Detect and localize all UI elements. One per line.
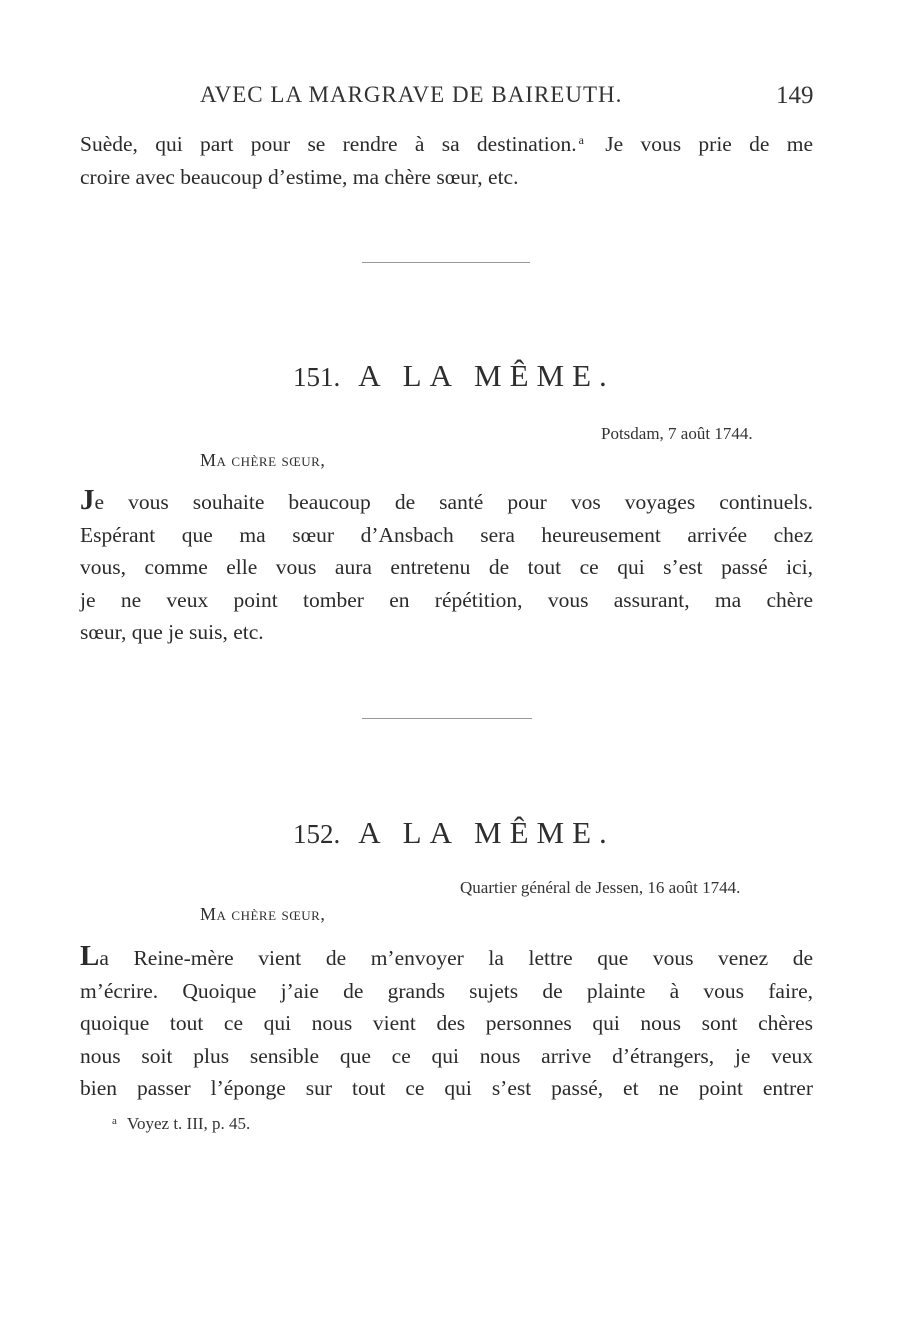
letter-body (80, 484, 813, 649)
text-line: Espérant que ma sœur d’Ansbach sera heureusement arrivée chez (80, 522, 813, 547)
text-line: m’écrire. Quoique j’aie de grands sujets de plainte à vous faire, (80, 978, 813, 1003)
page-number: 149 (776, 82, 814, 109)
section-divider (362, 262, 530, 263)
salutation: Ma chère sœur, (200, 450, 326, 470)
continuation-paragraph (80, 124, 813, 193)
drop-cap: L (80, 940, 100, 972)
letter-heading (293, 358, 615, 394)
drop-cap: J (80, 484, 95, 516)
letter-number: 152. (293, 819, 341, 849)
running-head: AVEC LA MARGRAVE DE BAIREUTH. (200, 82, 623, 107)
text-line: nous soit plus sensible que ce qui nous arrive d’étrangers, je veux (80, 1043, 813, 1068)
footnote-mark: a (112, 1115, 117, 1127)
text-line: croire avec beaucoup d’estime, ma chère sœur, etc. (80, 164, 519, 189)
text-line: La Reine-mère vient de m’envoyer la lettre que vous venez de (80, 940, 813, 972)
footnote-ref: a (578, 133, 584, 147)
text-line: je ne veux point tomber en répétition, vous assurant, ma chère (80, 587, 813, 612)
letter-title: A LA MÊME. (358, 815, 615, 850)
text-line: vous, comme elle vous aura entretenu de tout ce qui s’est passé ici, (80, 555, 813, 579)
salutation: Ma chère sœur, (200, 904, 326, 924)
letter-title: A LA MÊME. (358, 358, 615, 393)
letter-body (80, 940, 813, 1105)
footnote (112, 1114, 250, 1134)
letter-number: 151. (293, 362, 341, 392)
dateline: Quartier général de Jessen, 16 août 1744. (460, 878, 741, 897)
letter-heading (293, 815, 615, 851)
section-divider (362, 718, 532, 719)
text-line: sœur, que je suis, etc. (80, 620, 264, 644)
text-line: Je vous souhaite beaucoup de santé pour vos voyages continuels. (80, 484, 813, 516)
text-line: Suède, qui part pour se rendre à sa destination. $^a$ Je vous prie de me (80, 132, 814, 156)
footnote-text: Voyez t. III, p. 45. (126, 1114, 251, 1133)
dateline: Potsdam, 7 août 1744. (601, 424, 753, 443)
text-line: bien passer l’éponge sur tout ce qui s’est passé, et ne point entrer (80, 1076, 813, 1100)
text-line: quoique tout ce qui nous vient des personnes qui nous sont chères (80, 1011, 813, 1035)
